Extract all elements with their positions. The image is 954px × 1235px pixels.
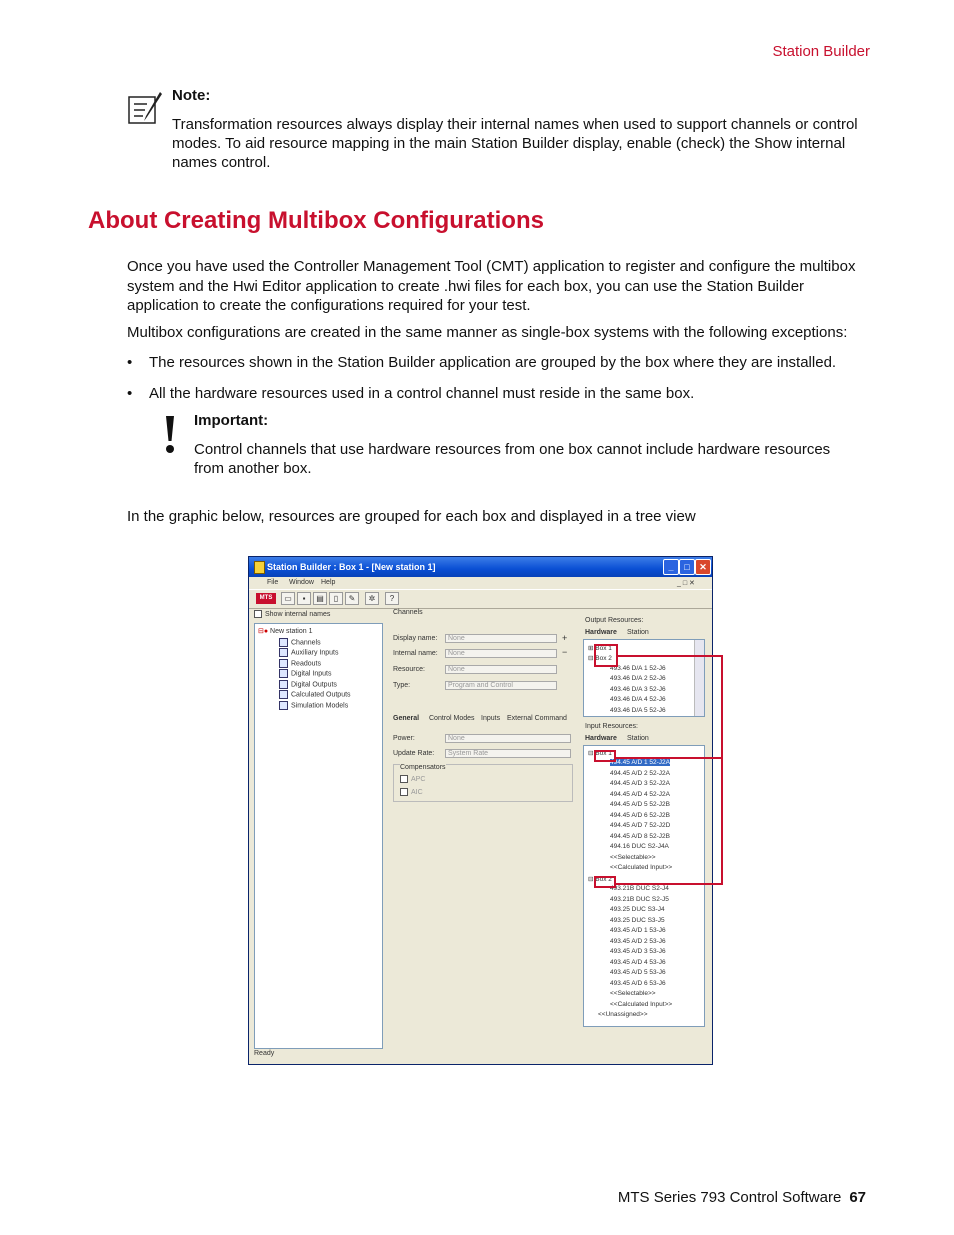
tab-station[interactable]: Station: [627, 735, 649, 742]
tree-item[interactable]: 493.45 A/D 5 53-J6: [610, 969, 666, 976]
save-icon[interactable]: ▪: [297, 592, 311, 605]
callout-line: [615, 757, 723, 759]
tree-item[interactable]: 493.25 DUC S3-J4: [610, 906, 665, 913]
tree-item[interactable]: 493.46 D/A 4 52-J6: [610, 696, 666, 703]
menu-bar: [249, 577, 712, 589]
resource-field[interactable]: None: [445, 665, 557, 674]
bullet-text: All the hardware resources used in a control channel must reside in the same box.: [149, 385, 695, 402]
tree-item[interactable]: 494.45 A/D 2 52-J2A: [610, 770, 670, 777]
tree-label: Box 2: [595, 655, 612, 662]
tree-item-station[interactable]: [258, 627, 312, 635]
note-title: Note:: [172, 87, 211, 104]
tree-item[interactable]: 494.45 A/D 8 52-J2B: [610, 833, 670, 840]
note-pencil-icon: [127, 91, 165, 125]
menu-help[interactable]: Help: [321, 579, 336, 586]
tab-external-command[interactable]: External Command: [507, 715, 567, 722]
close-icon[interactable]: ✕: [695, 559, 711, 575]
tree-item[interactable]: 493.45 A/D 6 53-J6: [610, 980, 666, 987]
checkbox[interactable]: [254, 610, 262, 618]
important-title: Important:: [194, 412, 269, 429]
input-resources-label: Input Resources:: [585, 723, 638, 730]
compensators-group: [393, 764, 573, 802]
tab-control-modes[interactable]: Control Modes: [429, 715, 475, 722]
digital-output-icon: [279, 680, 288, 689]
channels-label: Channels: [393, 609, 423, 616]
tree-label: Calculated Outputs: [291, 691, 351, 699]
channel-icon: [279, 638, 288, 647]
tree-item-channels[interactable]: [279, 638, 321, 647]
menu-window[interactable]: Window: [289, 579, 314, 586]
tree-node-box2[interactable]: ⊟ Box 2: [588, 876, 612, 883]
field-label: Resource:: [393, 666, 425, 673]
tab-general[interactable]: General: [393, 715, 420, 722]
apc-checkbox[interactable]: [400, 775, 425, 783]
tree-item-digital-outputs[interactable]: [279, 680, 337, 689]
bullet-marker: •: [127, 354, 133, 371]
footer-title: MTS Series 793 Control Software: [617, 1189, 842, 1206]
field-label: Display name:: [393, 635, 438, 642]
app-icon: [254, 561, 265, 574]
tree-item[interactable]: 493.21B DUC S2-J5: [610, 896, 669, 903]
tree-item[interactable]: 493.46 D/A 1 52-J6: [610, 665, 666, 672]
checkbox[interactable]: [400, 788, 408, 796]
update-rate-label: Update Rate:: [393, 750, 435, 757]
display-name-field[interactable]: None: [445, 634, 557, 643]
running-header: Station Builder: [772, 43, 870, 60]
callout-line: [615, 883, 723, 885]
update-rate-select[interactable]: System Rate: [445, 749, 571, 758]
tree-item[interactable]: 493.45 A/D 2 53-J6: [610, 938, 666, 945]
checkbox[interactable]: [400, 775, 408, 783]
add-icon[interactable]: +: [562, 633, 568, 643]
intro-paragraph: Once you have used the Controller Management Tool (CMT) application to register and configure the multibox system and the Hwi Editor application to create .hwi files for each box, you can use the Station Builder application to create the configurations required for your test.: [127, 258, 856, 314]
tree-item[interactable]: <<Selectable>>: [610, 990, 656, 997]
preview-icon[interactable]: ▯: [329, 592, 343, 605]
tree-item[interactable]: 494.45 A/D 5 52-J2B: [610, 801, 670, 808]
help-icon[interactable]: ?: [385, 592, 399, 605]
tree-label: New station 1: [270, 628, 313, 635]
tree-item-calculated[interactable]: [279, 690, 351, 699]
station-icon: ⊟●: [258, 628, 269, 635]
aic-checkbox[interactable]: [400, 788, 423, 796]
tree-item[interactable]: 493.25 DUC S3-J5: [610, 917, 665, 924]
tree-label: Digital Inputs: [291, 670, 332, 678]
title-bar: [249, 557, 712, 577]
tree-item[interactable]: 493.45 A/D 1 53-J6: [610, 927, 666, 934]
tree-node-box1[interactable]: ⊞ Box 1: [588, 645, 612, 652]
important-text: Control channels that use hardware resources from one box cannot include hardware resources from another box.: [194, 441, 831, 477]
tree-label: Box 2: [595, 876, 612, 883]
tree-label: Auxiliary Inputs: [291, 649, 339, 657]
bullet-marker: •: [127, 385, 133, 402]
status-bar: Ready: [254, 1050, 275, 1057]
window-title: Station Builder : Box 1 - [New station 1]: [267, 562, 436, 572]
tree-item[interactable]: <<Calculated Input>>: [610, 1001, 673, 1008]
tree-item[interactable]: <<Unassigned>>: [598, 1011, 648, 1018]
print-icon[interactable]: ▤: [313, 592, 327, 605]
checkbox-label: APC: [411, 775, 426, 783]
input-icon: [279, 648, 288, 657]
tree-item[interactable]: 493.45 A/D 3 53-J6: [610, 948, 666, 955]
readout-icon: [279, 659, 288, 668]
page-number: 67: [849, 1189, 866, 1206]
box-callout: [594, 750, 616, 762]
mts-logo: MTS: [256, 593, 276, 604]
tree-item-selected[interactable]: 494.45 A/D 1 52-J2A: [610, 759, 670, 766]
tree-item[interactable]: <<Calculated Input>>: [610, 864, 673, 871]
remove-icon[interactable]: −: [562, 647, 568, 657]
internal-name-select[interactable]: None: [445, 649, 557, 658]
tree-label: Readouts: [291, 660, 321, 668]
tree-item[interactable]: 493.46 D/A 3 52-J6: [610, 686, 666, 693]
scrollbar[interactable]: [694, 640, 704, 716]
edit-icon[interactable]: ✎: [345, 592, 359, 605]
graphic-intro: In the graphic below, resources are grouped for each box and displayed in a tree view: [127, 508, 696, 525]
tree-item[interactable]: 493.45 A/D 4 53-J6: [610, 959, 666, 966]
tree-item[interactable]: 494.45 A/D 6 52-J2B: [610, 812, 670, 819]
section-heading: About Creating Multibox Configurations: [88, 207, 544, 234]
tree-label: Digital Outputs: [291, 681, 337, 689]
output-resources-label: Output Resources:: [585, 617, 644, 624]
tab-hardware[interactable]: Hardware: [585, 735, 617, 742]
tree-item[interactable]: 494.45 A/D 4 52-J2A: [610, 791, 670, 798]
note-text: Transformation resources always display their internal names when used to support channels or control modes. To aid resource mapping in the main Station Builder display, enable (check) the Show internal names control.: [172, 116, 858, 171]
power-select[interactable]: None: [445, 734, 571, 743]
checkbox-label: Show internal names: [265, 610, 331, 618]
mdi-buttons[interactable]: _ □ ✕: [677, 580, 695, 587]
field-label: Internal name:: [393, 650, 438, 657]
page-footer: [618, 1189, 866, 1206]
tree-item[interactable]: <<Selectable>>: [610, 854, 656, 861]
tree-item[interactable]: 493.46 D/A 2 52-J6: [610, 675, 666, 682]
bullet-text: The resources shown in the Station Builder application are grouped by the box where they are installed.: [149, 354, 837, 371]
resources-panel: [579, 617, 711, 1049]
tree-node-box2[interactable]: ⊟ Box 2: [588, 655, 612, 662]
box-callout: [594, 644, 618, 667]
checkbox-label: AIC: [411, 788, 423, 796]
tree-label: Box 1: [595, 750, 612, 757]
compensators-label: Compensators: [400, 764, 446, 771]
station-builder-window: [248, 556, 713, 1065]
calculated-icon: [279, 690, 288, 699]
toolbar: [249, 589, 712, 609]
tab-inputs[interactable]: Inputs: [481, 715, 501, 722]
exceptions-paragraph: Multibox configurations are created in the same manner as single-box systems with the following exceptions:: [127, 324, 848, 341]
channel-panel: [389, 609, 575, 1049]
callout-line: [721, 655, 723, 885]
minimize-icon[interactable]: _: [663, 559, 679, 575]
tree-item-digital-inputs[interactable]: [279, 669, 331, 678]
digital-input-icon: [279, 669, 288, 678]
simulation-icon: [279, 701, 288, 710]
power-label: Power:: [393, 735, 415, 742]
box-callout: [594, 876, 616, 888]
tree-item[interactable]: 493.46 D/A 5 52-J6: [610, 707, 666, 714]
tree-label: Channels: [291, 639, 321, 647]
tree-item[interactable]: 494.45 A/D 3 52-J2A: [610, 780, 670, 787]
tree-item-readouts[interactable]: [279, 659, 321, 668]
tree-item[interactable]: 494.16 DUC S2-J4A: [610, 843, 669, 850]
tab-hardware[interactable]: Hardware: [585, 629, 617, 636]
type-select[interactable]: Program and Control: [445, 681, 557, 690]
tab-station[interactable]: Station: [627, 629, 649, 636]
tree-item-aux[interactable]: [279, 648, 338, 657]
callout-line: [617, 655, 723, 657]
maximize-icon[interactable]: □: [679, 559, 695, 575]
show-internal-names[interactable]: [254, 610, 330, 618]
tree-label: Simulation Models: [291, 702, 349, 710]
open-icon[interactable]: ▭: [281, 592, 295, 605]
menu-file[interactable]: File: [267, 579, 279, 586]
tree-item[interactable]: 493.21B DUC S2-J4: [610, 885, 669, 892]
tree-item[interactable]: 494.45 A/D 7 52-J2D: [610, 822, 671, 829]
tree-label: Box 1: [595, 645, 612, 652]
station-tree: [254, 623, 383, 1049]
field-label: Type:: [393, 682, 411, 689]
config-icon[interactable]: ✲: [365, 592, 379, 605]
tree-node-box1[interactable]: ⊟ Box 1: [588, 750, 612, 757]
tree-item-simulation[interactable]: [279, 701, 348, 710]
exclamation-icon: [163, 414, 177, 454]
